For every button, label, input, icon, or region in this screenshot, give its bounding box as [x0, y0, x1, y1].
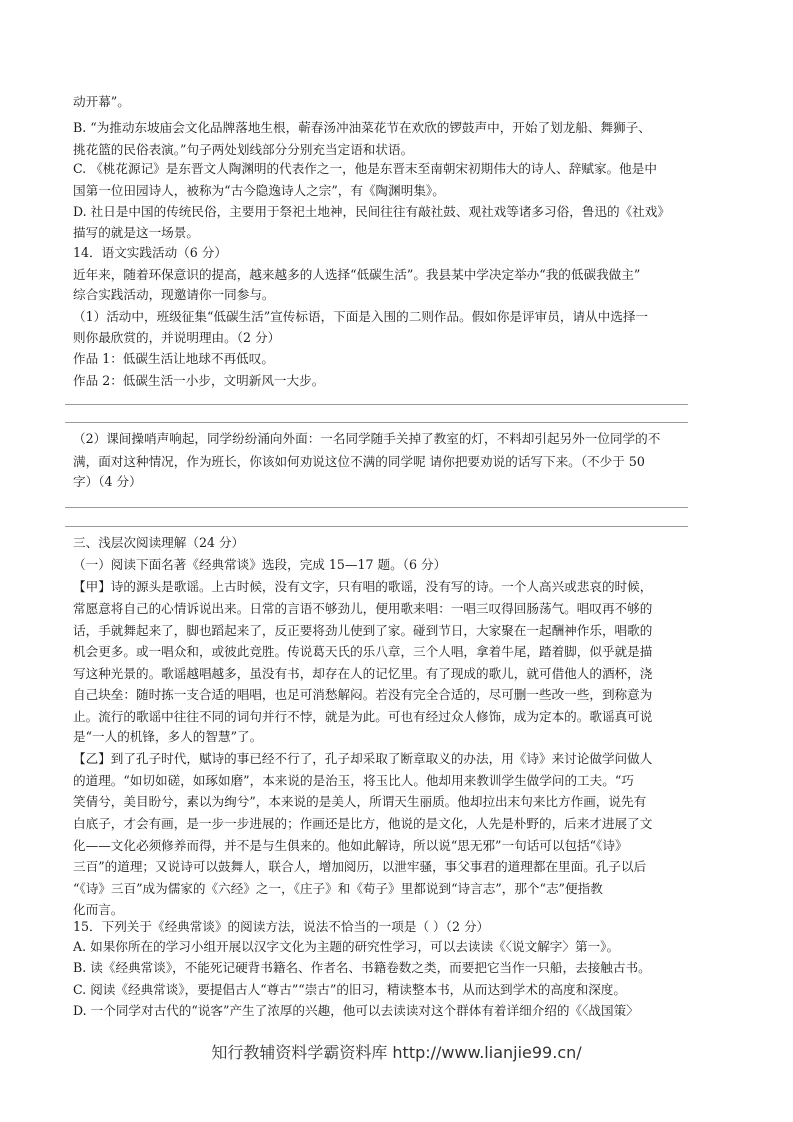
text-line: 近年来，随着环保意识的提高，越来越多的人选择“低碳生活”。我县某中学决定举办“我的低碳我做主” [73, 267, 641, 282]
text-line: 动开幕”。 [73, 94, 130, 109]
text-line: 14．语文实践活动（6 分） [73, 245, 227, 260]
text-line: 则你最欣赏的，并说明理由。（2 分） [73, 330, 281, 345]
text-line: 是“一人的机锋，多人的智慧”了。 [73, 729, 263, 744]
text-line: 化而言。 [73, 902, 124, 917]
text-line: 三、浅层次阅读理解（24 分） [73, 535, 245, 550]
text-line: 字）（4 分） [73, 474, 142, 489]
text-line: 作品 1：低碳生活让地球不再低叹。 [73, 351, 274, 366]
text-line: B. “为推动东坡庙会文化品牌落地生根，蕲春汤冲油菜花节在欢欣的锣鼓声中，开始了划龙船、舞狮子、 [73, 120, 651, 135]
text-line: C. 《桃花源记》是东晋文人陶渊明的代表作之一，他是东晋末至南朝宋初期伟大的诗人、辞赋家。他是中 [73, 161, 657, 176]
text-line: 【甲】诗的源头是歌谣。上古时候，没有文字，只有唱的歌谣，没有写的诗。一个人高兴或悲哀的时候， [73, 579, 653, 594]
text-line: 话，手就舞起来了，脚也蹈起来了，反正要将劲儿使到了家。碰到节日，大家聚在一起酬神作乐，唱歌的 [73, 623, 653, 638]
text-line: 的道理。“如切如磋，如琢如磨”，本来说的是治玉，将玉比人。他却用来教训学生做学问的工夫。“巧 [73, 773, 634, 788]
text-line: “《诗》三百”成为儒家的《六经》之一，《庄子》和《荀子》里都说到“诗言志”，那个“志”便指教 [73, 881, 603, 896]
text-line: 作品 2：低碳生活一小步，文明新风一大步。 [73, 373, 325, 388]
text-line: D. 社日是中国的传统民俗，主要用于祭祀土地神，民间往往有敲社鼓、观社戏等诸多习俗，鲁迅的《社戏》 [73, 204, 670, 219]
text-line: 写这种光景的。歌谣越唱越多，虽没有书，却存在人的记忆里。有了现成的歌儿，就可借他人的酒杯，浇 [73, 666, 653, 681]
answer-line [65, 404, 688, 405]
text-line: 止。流行的歌谣中往往不同的词句并行不悖，就是为此。可也有经过众人修饰，成为定本的。歌谣真可说 [73, 709, 653, 724]
text-line: C. 阅读《经典常谈》，要提倡古人“尊古”“崇古”的旧习，精读整本书，从而达到学术的高度和深度。 [73, 982, 626, 997]
footer-watermark: 知行教辅资料学霸资料库 http://www.lianjie99.cn/ [211, 1043, 582, 1062]
text-line: 满，面对这种情况，作为班长，你该如何劝说这位不满的同学呢 请你把要劝说的话写下来。（不少于 50 [73, 454, 645, 469]
text-line: 自己块垒：随时拣一支合适的唱唱，也足可消愁解闷。若没有完全合适的，尽可删一些改一些，到称意为 [73, 687, 653, 702]
answer-line [65, 507, 688, 508]
answer-line [65, 422, 688, 423]
text-line: （1）活动中，班级征集“低碳生活”宣传标语，下面是入围的二则作品。假如你是评审员，请从中选择一 [73, 309, 649, 324]
text-line: 15．下列关于《经典常谈》的阅读方法，说法不恰当的一项是（ ）（2 分） [73, 919, 490, 934]
text-line: （2）课间操哨声响起，同学纷纷涌向外面：一名同学随手关掉了教室的灯，不料却引起另外一位同学的不 [73, 431, 661, 446]
text-line: 三百”的道理；又说诗可以鼓舞人，联合人，增加阅历，以泄牢骚，事父事君的道理都在里面。孔子以后 [73, 859, 647, 874]
text-line: B. 读《经典常谈》，不能死记硬背书籍名、作者名、书籍卷数之类，而要把它当作一只船，去接触古书。 [73, 960, 651, 975]
text-line: 白底子，才会有画，是一步一步进展的；作画还是比方，他说的是文化，人先是朴野的，后来才进展了文 [73, 816, 653, 831]
text-line: 国第一位田园诗人，被称为“古今隐逸诗人之宗”，有《陶渊明集》。 [73, 183, 445, 198]
text-line: 机会更多。或一唱众和，或彼此竞胜。传说葛天氏的乐八章，三个人唱，拿着牛尾，踏着脚，似乎就是描 [73, 644, 653, 659]
text-line: 常愿意将自己的心情诉说出来。日常的言语不够劲儿，便用歌来唱：一唱三叹得回肠荡气。唱叹再不够的 [73, 601, 653, 616]
text-line: 【乙】到了孔子时代，赋诗的事已经不行了，孔子却采取了断章取义的办法，用《诗》来讨论做学问做人 [73, 751, 653, 766]
text-line: 化——文化必须修养而得，并不是与生俱来的。他如此解诗，所以说“思无邪”一句话可以包括“《诗》 [73, 838, 628, 853]
text-line: D. 一个同学对古代的“说客”产生了浓厚的兴趣，他可以去读读对这个群体有着详细介绍的《〈战国策〉 [73, 1003, 639, 1018]
text-line: （一）阅读下面名著《经典常谈》选段，完成 15—17 题。（6 分） [73, 557, 447, 572]
answer-line [65, 526, 688, 527]
text-line: A. 如果你所在的学习小组开展以汉字文化为主题的研究性学习，可以去读读《〈说文解字〉第一》。 [73, 939, 620, 954]
text-line: 笑倩兮，美目盼兮，素以为绚兮”，本来说的是美人，所谓天生丽质。他却拉出末句来比方作画，说先有 [73, 794, 647, 809]
text-line: 综合实践活动，现邀请你一同参与。 [73, 287, 275, 302]
text-line: 描写的就是这一场景。 [73, 225, 199, 240]
text-line: 挑花篮的民俗表演。”句子两处划线部分分别充当定语和状语。 [73, 142, 414, 157]
